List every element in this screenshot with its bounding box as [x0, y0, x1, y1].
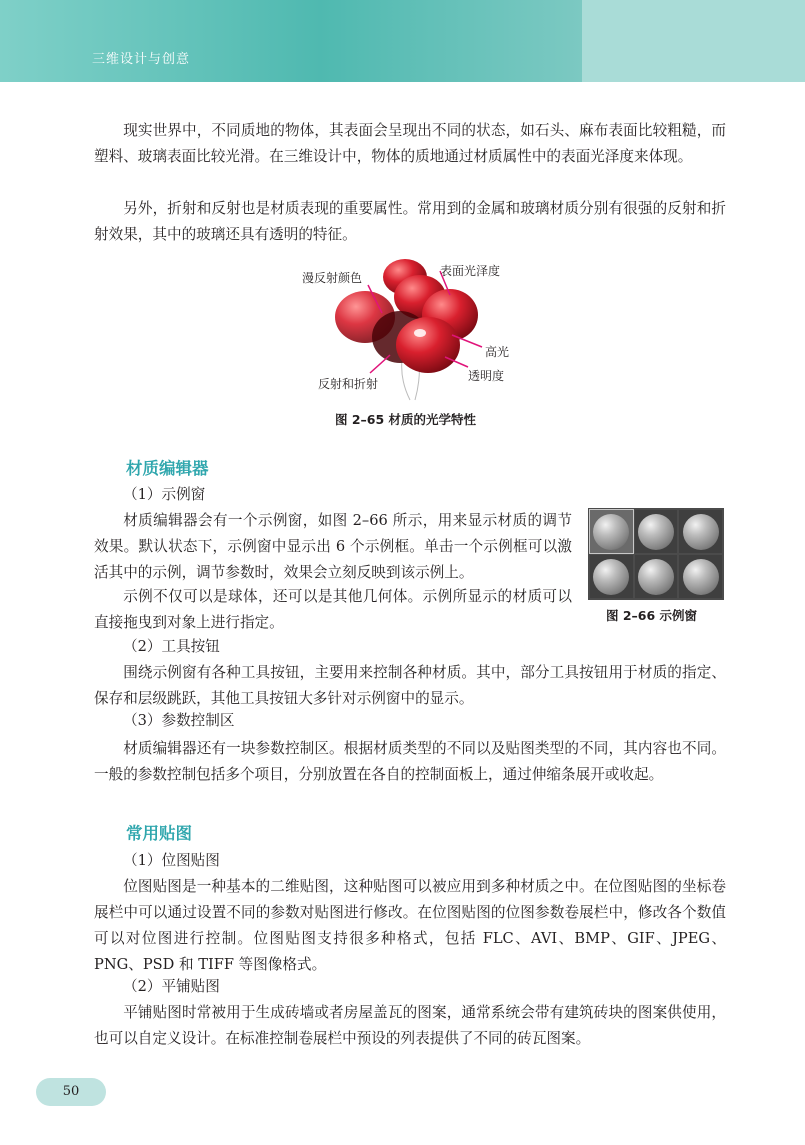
sample-slot	[679, 555, 722, 598]
sample-sphere	[593, 559, 629, 595]
label-diffuse-color: 漫反射颜色	[302, 271, 363, 285]
figure-2-65-caption: 图 2–65 材质的光学特性	[335, 412, 477, 427]
sample-slot	[679, 510, 722, 553]
figure-2-66-caption: 图 2–66 示例窗	[606, 608, 698, 623]
sample-sphere	[638, 559, 674, 595]
sample-sphere	[593, 514, 629, 550]
sample-slot	[590, 555, 633, 598]
bitmap-paragraph: 位图贴图是一种基本的二维贴图，这种贴图可以被应用到多种材质之中。在位图贴图的坐标卷展栏中可以通过设置不同的参数对贴图进行修改。在位图贴图的位图参数卷展栏中，修改各个数值可以对位图进行控制。位图贴图支持很多种格式，包括 FLC、AVI、BMP、GIF、JPEG、PNG、PSD 和 TIFF 等图像格式。	[94, 878, 726, 973]
balloon	[396, 317, 460, 373]
section-heading-common-maps: 常用贴图	[126, 824, 192, 843]
label-glossiness: 表面光泽度	[440, 264, 501, 278]
book-title: 三维设计与创意	[92, 52, 191, 67]
sample-window-paragraph-2: 示例不仅可以是球体，还可以是其他几何体。示例所显示的材质可以直接拖曳到对象上进行指定。	[94, 588, 572, 631]
sample-sphere	[683, 514, 719, 550]
tool-buttons-paragraph: 围绕示例窗有各种工具按钮，主要用来控制各种材质。其中，部分工具按钮用于材质的指定、保存和层级跳跃，其他工具按钮大多针对示例窗中的显示。	[94, 664, 726, 707]
page-header	[0, 0, 805, 82]
tile-map-paragraph: 平铺贴图时常被用于生成砖墙或者房屋盖瓦的图案，通常系统会带有建筑砖块的图案供使用，也可以自定义设计。在标准控制卷展栏中预设的列表提供了不同的砖瓦图案。	[94, 1004, 726, 1047]
pointer-line	[370, 355, 390, 373]
parameter-area-paragraph: 材质编辑器还有一块参数控制区。根据材质类型的不同以及贴图类型的不同，其内容也不同。一般的参数控制包括多个项目，分别放置在各自的控制面板上，通过伸缩条展开或收起。	[94, 740, 726, 783]
sample-sphere	[638, 514, 674, 550]
intro-paragraph-2: 另外，折射和反射也是材质表现的重要属性。常用到的金属和玻璃材质分别有很强的反射和折射效果，其中的玻璃还具有透明的特征。	[94, 200, 726, 243]
intro-paragraph-1: 现实世界中，不同质地的物体，其表面会呈现出不同的状态，如石头、麻布表面比较粗糙，而塑料、玻璃表面比较光滑。在三维设计中，物体的质地通过材质属性中的表面光泽度来体现。	[94, 122, 726, 165]
subheading-sample-window: （1）示例窗	[123, 486, 206, 503]
header-band	[0, 0, 582, 82]
sample-slot	[635, 510, 678, 553]
label-reflection-refraction: 反射和折射	[318, 377, 379, 391]
subheading-parameter-area: （3）参数控制区	[123, 712, 235, 729]
subheading-tool-buttons: （2）工具按钮	[123, 638, 220, 655]
page-number: 50	[36, 1078, 106, 1106]
sample-slot	[635, 555, 678, 598]
sample-slot	[590, 510, 633, 553]
subheading-tile-map: （2）平铺贴图	[123, 978, 220, 995]
label-highlight: 高光	[485, 345, 510, 359]
highlight-spot	[414, 329, 426, 337]
sample-window-paragraph-1: 材质编辑器会有一个示例窗，如图 2–66 所示，用来显示材质的调节效果。默认状态下，示例窗中显示出 6 个示例框。单击一个示例框可以激活其中的示例，调节参数时，效果会立刻反映到该示例上。	[94, 512, 572, 581]
section-heading-material-editor: 材质编辑器	[126, 459, 209, 478]
sample-sphere	[683, 559, 719, 595]
subheading-bitmap: （1）位图贴图	[123, 852, 220, 869]
header-band-light	[582, 0, 805, 82]
sample-window-grid	[588, 508, 724, 600]
label-opacity: 透明度	[468, 369, 505, 383]
